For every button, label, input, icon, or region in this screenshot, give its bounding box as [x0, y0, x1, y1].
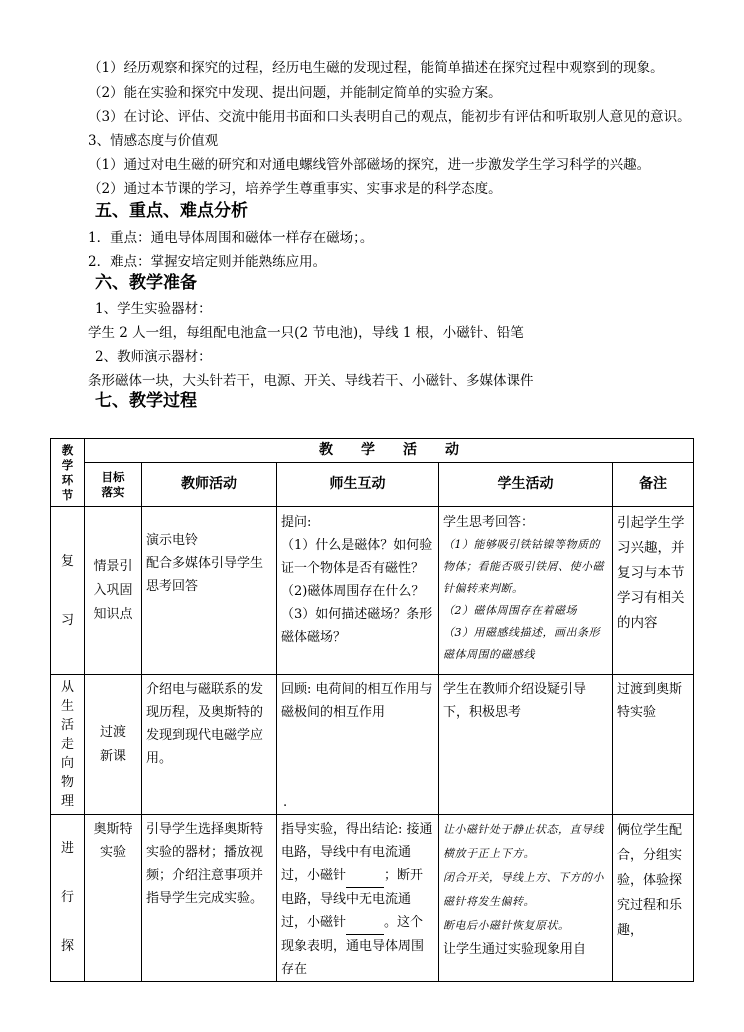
student-cell: [439, 507, 613, 675]
section7-title: 七、教学过程: [95, 391, 197, 411]
goal-header: [85, 463, 142, 507]
section5-line-2: 2．难点：掌握安培定则并能熟练应用。: [88, 254, 327, 270]
teaching-process-table: [50, 438, 694, 982]
student-cell: 学生在教师介绍设疑引导下，积极思考: [439, 675, 613, 815]
interaction-cell: [277, 675, 439, 815]
goal-header-label: 目标落实: [101, 469, 125, 499]
objective-line-3: （3）在讨论、评估、交流中能用书面和口头表明自己的观点，能初步有评估和听取别人意见的意识。: [88, 109, 691, 125]
goal-text: 奥斯特实验: [93, 822, 133, 860]
stage-cell-review: [51, 507, 85, 675]
stage-char: 复: [60, 553, 74, 569]
interaction-text: 回顾: 电荷间的相互作用与磁极间的相互作用: [281, 682, 433, 720]
teacher-cell: 演示电铃 配合多媒体引导学生思考回答: [142, 507, 277, 675]
activity-header: 教 学 活 动: [85, 439, 694, 463]
objective-line-5: （2）通过本节课的学习，培养学生尊重事实、实事求是的科学态度。: [88, 181, 502, 197]
interaction-header: 师生互动: [277, 463, 439, 507]
interaction-cell: [277, 507, 439, 675]
note-cell: 引起学生学习兴趣，并复习与本节学习有相关的内容: [613, 507, 694, 675]
interaction-text: 。这个现象表明，通电导体周围存在: [281, 915, 425, 977]
student-title: 学生思考回答：: [443, 515, 535, 530]
section6-line-2: 学生 2 人一组，每组配电池盒一只(2 节电池)，导线 1 根，小磁针、铅笔: [88, 325, 524, 341]
note-cell: 俩位学生配合，分组实验，体验探究过程和乐趣，: [613, 815, 694, 982]
interaction-text: （2)磁体周围存在什么？: [281, 584, 425, 599]
stage-char: 生: [60, 699, 74, 714]
teacher-header: 教师活动: [142, 463, 277, 507]
stage-char: 行: [60, 890, 74, 905]
stage-char: 活: [60, 718, 74, 733]
student-text: 闭合开关，导线上方、下方的小磁针将发生偏转。: [443, 871, 604, 908]
objective-line-4: （1）通过对电生磁的研究和对通电螺线管外部磁场的探究，进一步激发学生学习科学的兴趣。: [88, 157, 651, 173]
objective-line-1: （1）经历观察和探究的过程，经历电生磁的发现过程，能简单描述在探究过程中观察到的现象。: [88, 60, 664, 76]
interaction-text: 提问:: [281, 515, 312, 530]
table-row: [51, 815, 694, 982]
stage-cell-transition: [51, 675, 85, 815]
stage-char: 向: [60, 756, 74, 771]
student-text: 断电后小磁针恢复原状。: [443, 919, 570, 932]
stage-char: 探: [60, 939, 74, 954]
answer-blank[interactable]: [346, 864, 384, 888]
section5-line-1: 1．重点：通电导体周围和磁体一样存在磁场；。: [88, 230, 374, 246]
stage-char: 物: [60, 775, 74, 790]
interaction-text: 指导实验，得出结论: 接通电路，导线中有电流通过，小磁针: [281, 822, 433, 883]
teacher-cell: 介绍电与磁联系的发现历程，及奥斯特的发现到现代电磁学应用。: [142, 675, 277, 815]
student-text: （2）磁体周围存在着磁场: [443, 604, 577, 617]
interaction-mark: .: [283, 795, 288, 810]
interaction-text: （3）如何描述磁场？条形磁体磁场？: [281, 607, 433, 645]
student-text: 让学生通过实验现象用自: [443, 942, 587, 957]
table-row: [51, 675, 694, 815]
note-cell: 过渡到奥斯特实验: [613, 675, 694, 815]
student-cell: [439, 815, 613, 982]
student-header: 学生活动: [439, 463, 613, 507]
goal-cell: [85, 507, 142, 675]
table-row: [51, 507, 694, 675]
note-header: 备注: [613, 463, 694, 507]
stage-header-label: 教学环节: [61, 442, 74, 502]
section5-title: 五、重点、难点分析: [95, 201, 248, 221]
goal-text: 过渡新课: [99, 724, 126, 764]
student-text: （1）能够吸引铁钴镍等物质的物体；看能否吸引铁屑、使小磁针偏转来判断。: [443, 538, 604, 595]
objective-heading-emotion: 3、情感态度与价值观: [88, 133, 219, 149]
student-text: （3）用磁感线描述，画出条形磁体周围的磁感线: [443, 626, 600, 661]
section6-line-3: 2、教师演示器材：: [95, 349, 212, 365]
goal-text: 情景引入巩固知识点: [93, 558, 133, 622]
teacher-cell: 引导学生选择奥斯特实验的器材；播放视频；介绍注意事项并指导学生完成实验。: [142, 815, 277, 982]
interaction-cell: [277, 815, 439, 982]
interaction-text: ；断开电路，导线中无电流通过，小磁针: [281, 868, 424, 930]
stage-header: [51, 439, 85, 507]
goal-cell: [85, 815, 142, 982]
section6-line-1: 1、学生实验器材：: [95, 301, 212, 317]
stage-char: 进: [60, 841, 74, 856]
section6-line-4: 条形磁体一块，大头针若干，电源、开关、导线若干、小磁针、多媒体课件: [88, 373, 534, 389]
goal-cell: [85, 675, 142, 815]
stage-char: 习: [60, 612, 74, 628]
section6-title: 六、教学准备: [95, 273, 197, 293]
stage-char: 走: [60, 737, 74, 752]
stage-char: 理: [60, 794, 74, 809]
student-text: 让小磁针处于静止状态，直导线横放于正上下方。: [443, 823, 604, 860]
stage-char: 从: [60, 680, 74, 695]
answer-blank[interactable]: [346, 911, 384, 935]
interaction-text: （1）什么是磁体？如何验证一个物体是否有磁性？: [281, 538, 433, 576]
stage-cell-explore: [51, 815, 85, 982]
objective-line-2: （2）能在实验和探究中发现、提出问题，并能制定简单的实验方案。: [88, 85, 502, 101]
